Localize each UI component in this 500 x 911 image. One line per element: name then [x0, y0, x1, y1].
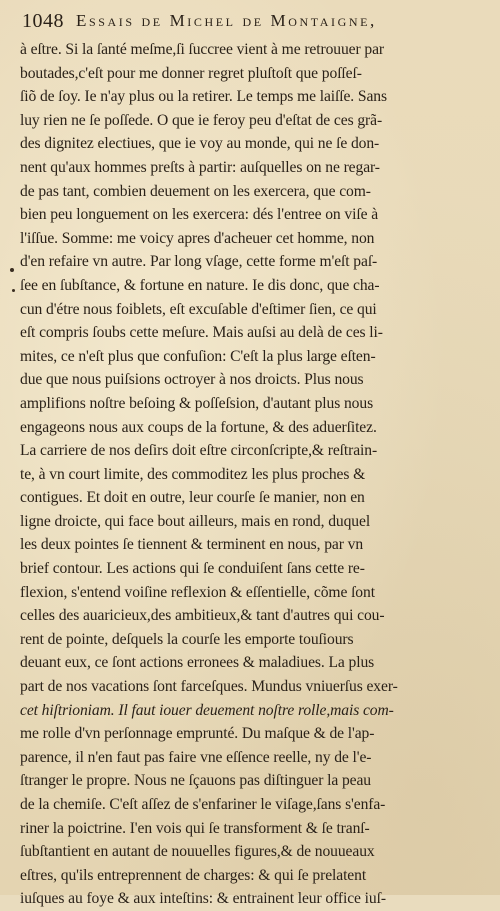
text-line: nent qu'aux hommes preſts à partir: auſquelles on ne regar- — [20, 158, 380, 176]
text-line: parence, il n'en faut pas faire vne eſſence reelle, ny de l'e- — [20, 748, 372, 766]
text-line: ligne droicte, qui face bout ailleurs, mais en rond, duquel — [20, 512, 371, 530]
text-line: bien peu longuement on les exercera: dés l'entree on viſe à — [20, 206, 379, 224]
text-line: deuant eux, ce ſont actions erronees & maladiues. La plus — [20, 654, 375, 672]
text-line: rent de pointe, deſquels la courſe les emporte touſiours — [20, 630, 354, 648]
text-line: de pas tant, combien deuement on les exercera, que com- — [20, 182, 371, 200]
text-line: eſtres, qu'ils entreprennent de charges: & qui ſe prelatent — [20, 866, 367, 884]
text-line: brief contour. Les actions qui ſe conduiſent ſans cette re- — [20, 560, 365, 578]
text-line: me rolle d'vn perſonnage emprunté. Du maſque & de l'ap- — [20, 725, 375, 743]
text-line: engageons nous aux coups de la fortune, & des aduerſitez. — [20, 418, 377, 436]
text-line: eſt compris ſoubs cette meſure. Mais auſsi au delà de ces li- — [20, 324, 383, 342]
text-line: celles des auaricieux,des ambitieux,& tant d'autres qui cou- — [20, 607, 385, 625]
text-line: La carriere de nos deſirs doit eſtre circonſcripte,& reſtrain- — [20, 442, 378, 460]
text-line: luy rien ne ſe poſſede. O que ie feroy peu d'eſtat de ces grã- — [20, 111, 383, 129]
text-line: contigues. Et doit en outre, leur courſe ſe manier, non en — [20, 489, 365, 507]
text-line: part de nos vacations ſont farceſques. Mundus vniuerſus exer- — [20, 678, 398, 696]
text-line: iuſques au foye & aux inteſtins: & entrainent leur office iuſ- — [20, 890, 386, 908]
page-header — [22, 6, 482, 36]
body-text — [20, 38, 490, 911]
text-line: ſtranger le propre. Nous ne ſçauons pas diſtinguer la peau — [20, 772, 372, 790]
text-line: flexion, s'entend voiſine reflexion & eſſentielle, cõme ſont — [20, 583, 375, 601]
text-line: d'en refaire vn autre. Par long vſage, cette forme m'eſt paſ- — [20, 253, 378, 271]
text-line: cun d'étre nous foiblets, eſt excuſable d'eſtimer ſien, ce qui — [20, 300, 377, 318]
text-line: riner la poictrine. I'en vois qui ſe transforment & ſe tranſ- — [20, 819, 370, 837]
margin-ink-dot — [12, 289, 15, 292]
text-line: ſee en ſubſtance, & fortune en nature. Ie dis donc, que cha- — [20, 276, 380, 294]
running-head: Essais de Michel de Montaigne, — [76, 11, 377, 30]
text-line: te, à vn court limite, des commoditez les plus proches & — [20, 465, 366, 483]
text-line: à eſtre. Si la ſanté meſme,ſi ſuccree vient à me retrouuer par — [20, 41, 384, 58]
text-line-latin-quote: cet hiſtrioniam. Il faut iouer deuement noſtre rolle,mais com- — [20, 701, 394, 719]
text-line: boutades,c'eſt pour me donner regret pluſtoſt que poſſeſ- — [20, 64, 362, 82]
text-line: des dignitez electiues, que ie voy au monde, qui ne ſe don- — [20, 135, 380, 153]
text-line: ſiõ de ſoy. Ie n'ay plus ou la retirer. Le temps me laiſſe. Sans — [20, 88, 387, 106]
margin-ink-dot — [10, 268, 14, 272]
text-line: amplifions noſtre beſoing & poſſeſsion, d'autant plus nous — [20, 394, 374, 412]
text-line: de la chemiſe. C'eſt aſſez de s'enfariner le viſage,ſans s'enfa- — [20, 796, 386, 813]
text-line: l'iſſue. Somme: me voicy apres d'acheuer cet homme, non — [20, 229, 375, 247]
text-line: ſubſtantient en autant de nouuelles figures,& de nouueaux — [20, 843, 375, 861]
page-number: 1048 — [22, 9, 64, 32]
text-line: due que nous puiſsions octroyer à nos droicts. Plus nous — [20, 371, 364, 389]
text-line: les deux pointes ſe tiennent & terminent en nous, par vn — [20, 536, 364, 554]
text-line: mites, ce n'eſt plus que confuſion: C'eſt la plus large eſten- — [20, 347, 376, 365]
